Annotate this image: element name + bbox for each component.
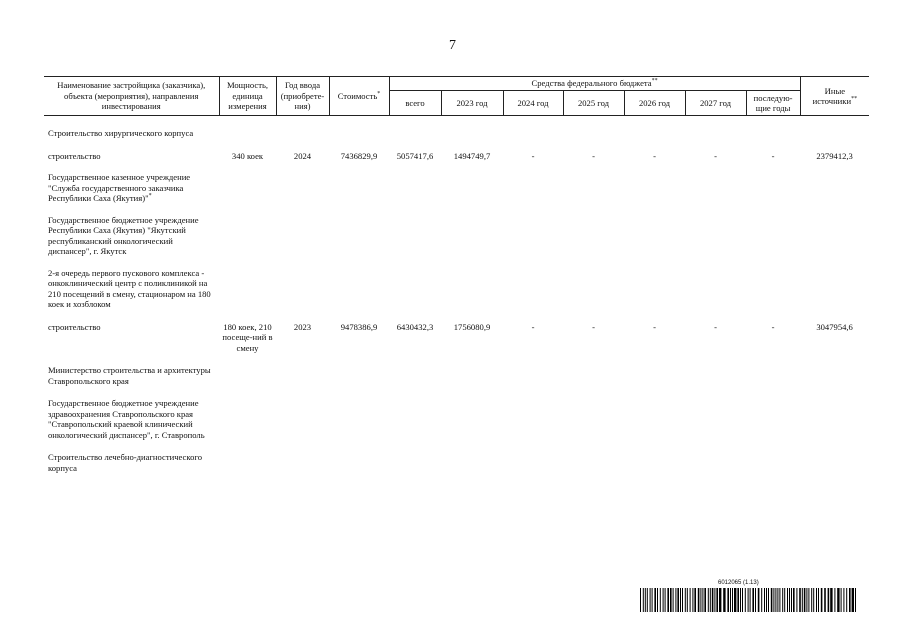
row-other (800, 440, 869, 473)
row-2027 (685, 440, 746, 473)
federal-budget-table (44, 76, 869, 473)
header-year-2023: 2023 год (441, 91, 503, 116)
row-total (389, 204, 441, 257)
barcode-bar (766, 588, 767, 612)
table-body (44, 116, 869, 474)
row-2026 (624, 116, 685, 139)
header-year: Год ввода (приобрете-ния) (276, 77, 329, 116)
table-row (44, 353, 869, 386)
barcode-bar (779, 588, 780, 612)
barcode-bar (710, 588, 711, 612)
barcode-bar (775, 588, 776, 612)
row-2027: - (714, 321, 717, 332)
row-later: - (771, 321, 775, 332)
barcode-bar (660, 588, 661, 612)
row-total (389, 116, 441, 139)
row-other (800, 116, 869, 139)
barcode-bar (773, 588, 774, 612)
row-2025 (563, 386, 624, 440)
barcode-bar (682, 588, 683, 612)
row-2026: - (653, 150, 656, 161)
row-2025: - (592, 150, 595, 161)
row-2023 (441, 353, 503, 386)
row-2025 (563, 161, 624, 204)
barcode-bar (771, 588, 773, 612)
row-2025 (563, 257, 624, 310)
barcode-bar (758, 588, 760, 612)
row-2027 (685, 204, 746, 257)
barcode-bar (796, 588, 797, 612)
row-later (746, 116, 800, 139)
row-2025 (563, 440, 624, 473)
row-2023 (441, 440, 503, 473)
row-other (800, 386, 869, 440)
barcode-bar (752, 588, 754, 612)
row-2023: 1756080,9 (453, 321, 491, 332)
row-later (746, 440, 800, 473)
row-2027 (685, 353, 746, 386)
row-2023: 1494749,7 (453, 150, 491, 161)
row-2026 (624, 353, 685, 386)
barcode-bar (791, 588, 792, 612)
row-other (800, 257, 869, 310)
barcode-bar (846, 588, 847, 612)
barcode-bar (687, 588, 688, 612)
header-capacity: Мощность, единица измерения (219, 77, 276, 116)
row-2026 (624, 386, 685, 440)
barcode-bar (727, 588, 729, 612)
row-name: Государственное бюджетное учреждение Республики Саха (Якутия) "Якутский республиканский онкологический диспансер", г. Якутск (48, 214, 199, 256)
row-later (746, 204, 800, 257)
row-2026 (624, 161, 685, 204)
row-2027 (685, 386, 746, 440)
row-cost (329, 161, 389, 204)
header-later-years: последую-щие годы (746, 91, 800, 116)
barcode-bar (841, 588, 842, 612)
row-2024 (503, 386, 563, 440)
row-year (276, 353, 329, 386)
table-row (44, 440, 869, 473)
barcode-bar (730, 588, 731, 612)
row-year: 2024 (293, 150, 312, 161)
header-federal-budget: Средства федерального бюджета** (389, 77, 800, 91)
barcode-bar (813, 588, 814, 612)
header-cost: Стоимость* (329, 77, 389, 116)
row-2023 (441, 204, 503, 257)
row-total (389, 161, 441, 204)
row-2026: - (653, 321, 656, 332)
row-2023 (441, 386, 503, 440)
barcode-bar (734, 588, 736, 612)
row-cost (329, 440, 389, 473)
barcode-bar (843, 588, 844, 612)
barcode-bar (680, 588, 681, 612)
row-total: 5057417,6 (396, 150, 434, 161)
barcode-bar (849, 588, 851, 612)
row-other (800, 161, 869, 204)
row-2023 (441, 257, 503, 310)
row-later (746, 257, 800, 310)
barcode-bar (712, 588, 714, 612)
header-year-2026: 2026 год (624, 91, 685, 116)
row-year: 2023 (293, 321, 312, 332)
row-year (276, 116, 329, 139)
row-2026 (624, 257, 685, 310)
row-2026 (624, 204, 685, 257)
row-2024: - (531, 150, 535, 161)
barcode-bar (663, 588, 664, 612)
row-capacity (219, 440, 276, 473)
barcode-bar (667, 588, 669, 612)
row-other (800, 204, 869, 257)
barcode-bar (852, 588, 854, 612)
row-year (276, 386, 329, 440)
row-total (389, 440, 441, 473)
row-name: Государственное бюджетное учреждение здравоохранения Ставропольского края "Ставропольский краевой клинический онкологический диспансер", г. Ставрополь (48, 398, 205, 440)
barcode-bar (640, 588, 641, 612)
row-2027 (685, 161, 746, 204)
row-2023 (441, 161, 503, 204)
header-other-sources: Иные источники** (800, 77, 869, 116)
row-other: 3047954,6 (816, 321, 853, 332)
barcode-bar (808, 588, 809, 612)
row-2026 (624, 440, 685, 473)
row-cost (329, 353, 389, 386)
barcode-bar (677, 588, 679, 612)
barcode-bar (748, 588, 749, 612)
header-year-2025: 2025 год (563, 91, 624, 116)
barcode (640, 588, 858, 612)
row-2025 (563, 204, 624, 257)
row-later (746, 161, 800, 204)
row-other (800, 353, 869, 386)
row-capacity (219, 386, 276, 440)
barcode-bar (830, 588, 832, 612)
barcode-bar (692, 588, 693, 612)
row-2024 (503, 161, 563, 204)
header-year-2024: 2024 год (503, 91, 563, 116)
barcode-bar (834, 588, 835, 612)
row-2024: - (531, 321, 535, 332)
barcode-bar (700, 588, 701, 612)
barcode-bar (828, 588, 830, 612)
row-2024 (503, 440, 563, 473)
row-capacity (219, 116, 276, 139)
barcode-bar (818, 588, 819, 612)
row-cost (329, 257, 389, 310)
table-row (44, 257, 869, 310)
row-capacity (219, 353, 276, 386)
barcode-bar (643, 588, 644, 612)
row-cost: 9478386,9 (340, 321, 378, 332)
row-name: Строительство лечебно-диагностического корпуса (48, 452, 203, 473)
barcode-bar (690, 588, 691, 612)
barcode-bar (768, 588, 769, 612)
row-total (389, 257, 441, 310)
row-capacity: 340 коек (231, 150, 264, 161)
barcode-bar (647, 588, 648, 612)
row-cost (329, 116, 389, 139)
barcode-bar (732, 588, 733, 612)
row-2024 (503, 257, 563, 310)
row-2025: - (592, 321, 595, 332)
row-cost (329, 204, 389, 257)
row-capacity (219, 161, 276, 204)
page-number: 7 (449, 38, 456, 53)
table-row (44, 161, 869, 204)
barcode-bar (802, 588, 803, 612)
row-2027 (685, 257, 746, 310)
row-year (276, 440, 329, 473)
barcode-bar (799, 588, 801, 612)
barcode-bar (761, 588, 762, 612)
barcode-bar (821, 588, 823, 612)
table-row (44, 386, 869, 440)
table-row (44, 116, 869, 139)
barcode-bar (737, 588, 739, 612)
barcode-bar (787, 588, 788, 612)
row-capacity: 180 коек, 210 посеще-ний в смену (222, 321, 273, 353)
row-later (746, 386, 800, 440)
row-capacity (219, 204, 276, 257)
barcode-bar (745, 588, 746, 612)
barcode-caption: 6012065 (1.13) (718, 580, 759, 586)
row-2023 (441, 116, 503, 139)
barcode-bar (714, 588, 715, 612)
row-name: строительство (48, 321, 101, 332)
barcode-bar (837, 588, 839, 612)
barcode-bar (704, 588, 706, 612)
barcode-bar (777, 588, 778, 612)
barcode-bar (716, 588, 718, 612)
barcode-bar (764, 588, 765, 612)
row-2027: - (714, 150, 717, 161)
barcode-bar (652, 588, 653, 612)
barcode-bar (804, 588, 806, 612)
row-capacity (219, 257, 276, 310)
barcode-bar (750, 588, 751, 612)
row-later (746, 353, 800, 386)
row-other: 2379412,3 (816, 150, 853, 161)
barcode-bar (650, 588, 651, 612)
barcode-bar (719, 588, 721, 612)
row-year (276, 257, 329, 310)
barcode-bar (811, 588, 812, 612)
barcode-bar (708, 588, 709, 612)
header-federal-total: всего (389, 91, 441, 116)
barcode-bar (702, 588, 703, 612)
row-2025 (563, 116, 624, 139)
table-row (44, 139, 869, 162)
header-name: Наименование застройщика (заказчика), объекта (мероприятия), направления инвестирования (44, 77, 219, 116)
barcode-bar (675, 588, 676, 612)
row-2025 (563, 353, 624, 386)
barcode-bar (665, 588, 666, 612)
row-name: Строительство хирургического корпуса (48, 128, 194, 138)
table-row (44, 310, 869, 354)
barcode-bar (698, 588, 700, 612)
row-year (276, 161, 329, 204)
barcode-bar (657, 588, 658, 612)
barcode-bar (816, 588, 817, 612)
row-total (389, 353, 441, 386)
barcode-bar (740, 588, 741, 612)
row-cost: 7436829,9 (340, 150, 378, 161)
row-2024 (503, 116, 563, 139)
row-later: - (771, 150, 775, 161)
row-2024 (503, 353, 563, 386)
barcode-bar (824, 588, 826, 612)
row-year (276, 204, 329, 257)
row-name: Государственное казенное учреждение "Служба государственного заказчика Республики Саха (Якутия)"* (48, 172, 191, 203)
barcode-bar (673, 588, 674, 612)
barcode-bar (793, 588, 795, 612)
barcode-bar (685, 588, 686, 612)
barcode-bar (670, 588, 672, 612)
barcode-bar (789, 588, 790, 612)
row-2027 (685, 116, 746, 139)
barcode-bar (784, 588, 785, 612)
header-year-2027: 2027 год (685, 91, 746, 116)
row-total (389, 386, 441, 440)
barcode-bar (782, 588, 783, 612)
row-name: 2-я очередь первого пускового комплекса - онкоклинический центр с поликлиникой на 210 посещений в смену, стационаром на 180 коек и хозблоком (48, 267, 211, 309)
barcode-bar (806, 588, 807, 612)
footnote-mark: * (148, 193, 152, 199)
row-name: строительство (48, 150, 101, 161)
barcode-bar (654, 588, 656, 612)
barcode-bar (855, 588, 856, 612)
row-name: Министерство строительства и архитектуры Ставропольского края (48, 365, 211, 386)
row-2024 (503, 204, 563, 257)
barcode-bar (694, 588, 696, 612)
barcode-bar (742, 588, 743, 612)
row-cost (329, 386, 389, 440)
barcode-bar (755, 588, 756, 612)
barcode-bar (723, 588, 725, 612)
table-row (44, 204, 869, 257)
row-total: 6430432,3 (396, 321, 434, 332)
barcode-bar (645, 588, 646, 612)
